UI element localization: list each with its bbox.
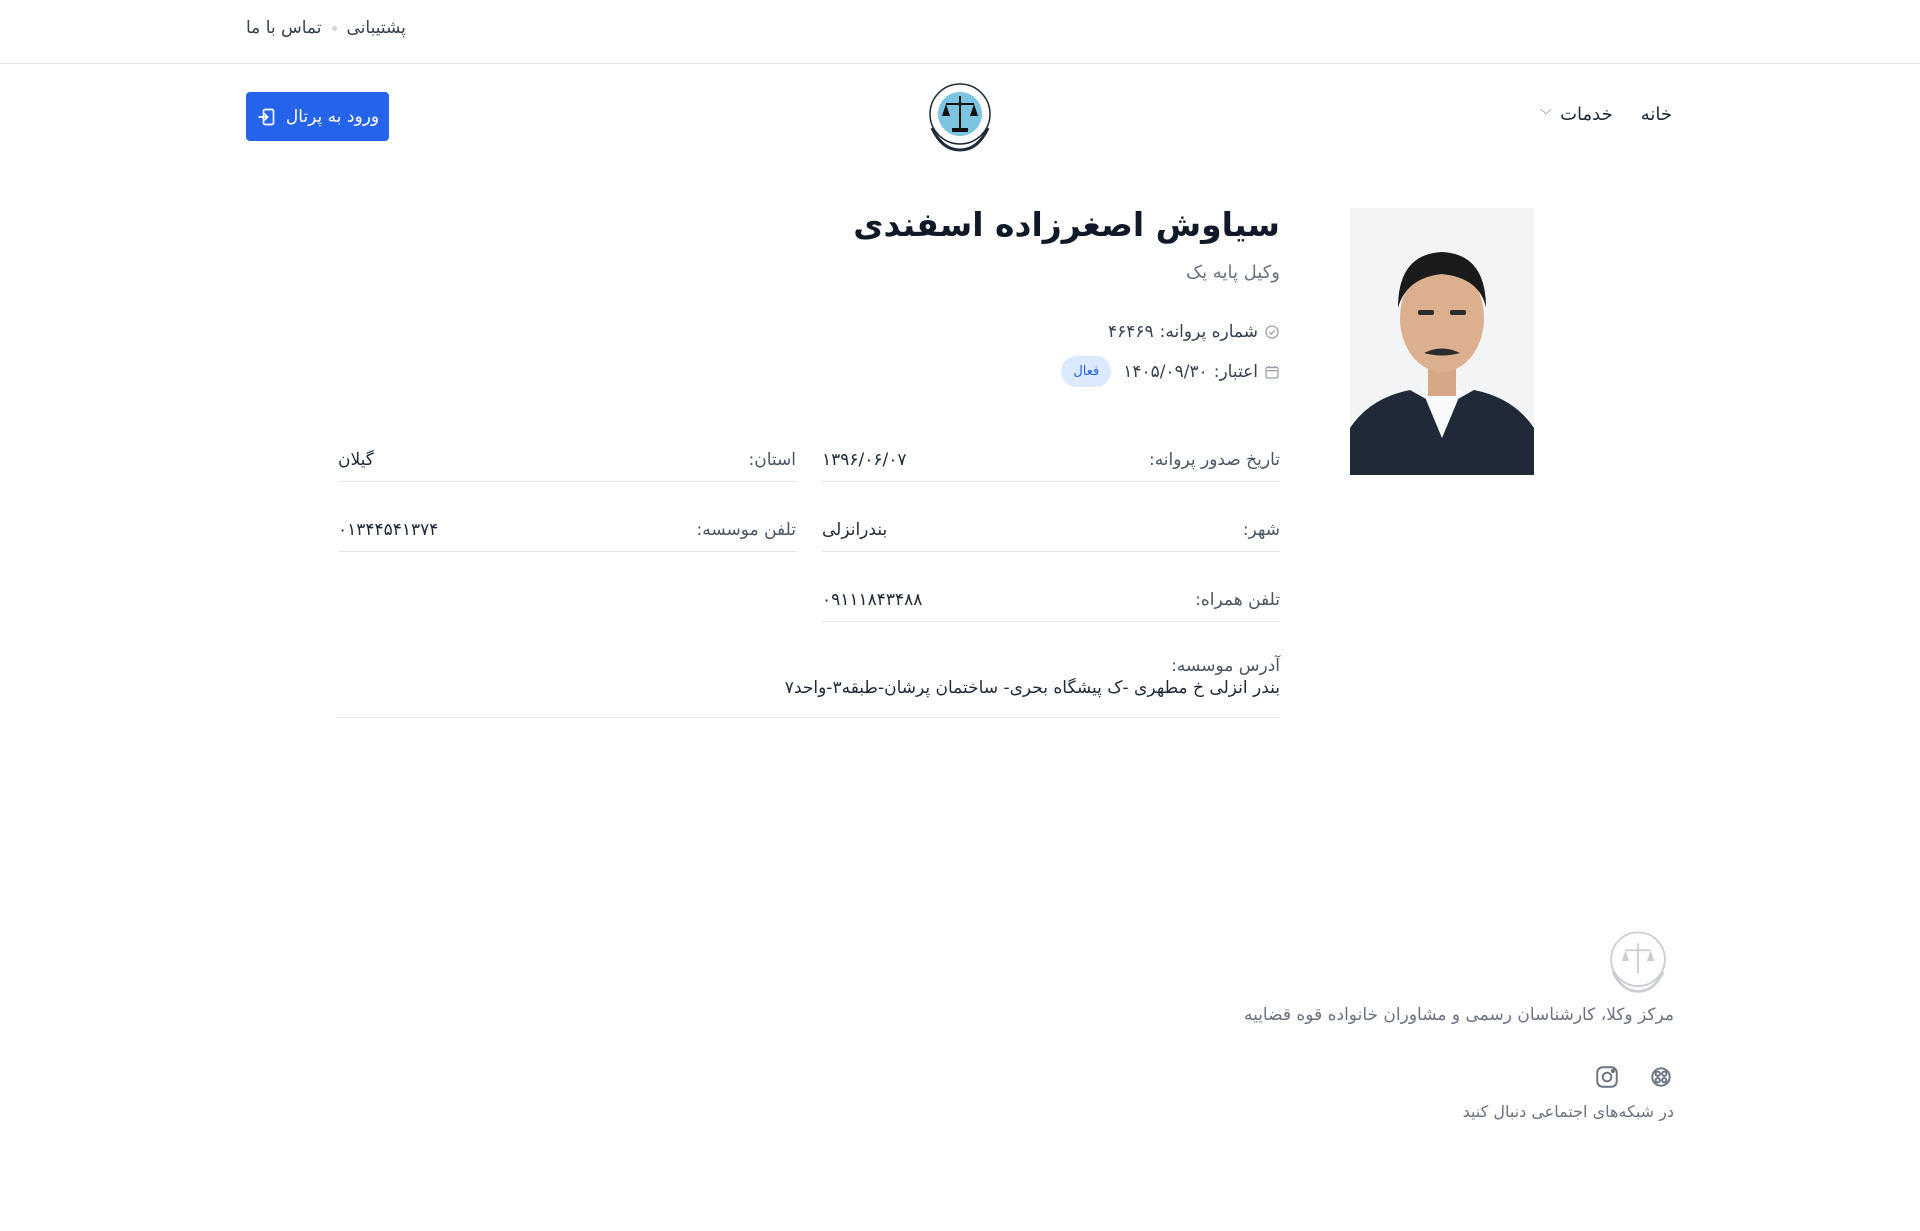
site-header bbox=[0, 64, 1920, 168]
portal-login-button[interactable] bbox=[246, 92, 389, 141]
province-value: گیلان bbox=[338, 449, 374, 470]
footer-org-name: مرکز وکلا، کارشناسان رسمی و مشاوران خانواده قوه قضاییه bbox=[1243, 1005, 1674, 1025]
chevron-down-icon: ﹀ bbox=[1540, 108, 1553, 122]
mobile-label: تلفن همراه: bbox=[1195, 589, 1280, 610]
office-phone-field bbox=[338, 508, 796, 552]
license-label: شماره پروانه: bbox=[1159, 322, 1258, 342]
lawyer-name: سیاوش اصغرزاده اسفندی bbox=[853, 205, 1280, 244]
address-value: بندر انزلی خ مطهری -ک پیشگاه بحری- ساختمان پرشان-طبقه۳-واحد۷ bbox=[784, 678, 1280, 698]
issue-date-value: ۱۳۹۶/۰۶/۰۷ bbox=[822, 449, 907, 470]
aparat-icon[interactable] bbox=[1648, 1064, 1674, 1090]
validity-label: اعتبار: bbox=[1213, 361, 1258, 382]
support-link[interactable]: پشتیبانی bbox=[346, 18, 406, 38]
follow-text: در شبکه‌های اجتماعی دنبال کنید bbox=[1462, 1102, 1674, 1121]
lawyer-photo bbox=[1350, 208, 1534, 475]
issue-date-label: تاریخ صدور پروانه: bbox=[1148, 449, 1280, 470]
calendar-icon bbox=[1264, 364, 1280, 380]
city-label: شهر: bbox=[1242, 519, 1280, 540]
province-field bbox=[338, 438, 796, 482]
issue-date-field bbox=[822, 438, 1280, 482]
city-field bbox=[822, 508, 1280, 552]
sign-in-icon bbox=[256, 107, 276, 127]
check-circle-icon bbox=[1264, 324, 1280, 340]
portrait-image bbox=[1350, 208, 1534, 475]
mobile-value[interactable]: ۰۹۱۱۱۸۴۳۴۸۸ bbox=[822, 589, 923, 610]
license-info bbox=[1108, 322, 1280, 342]
top-bar bbox=[0, 0, 1920, 64]
address-label: آدرس موسسه: bbox=[1171, 656, 1280, 676]
social-links bbox=[1594, 1064, 1674, 1090]
mobile-field bbox=[822, 578, 1280, 622]
portal-login-label: ورود به پرتال bbox=[285, 106, 380, 127]
city-value: بندرانزلی bbox=[822, 519, 888, 540]
nav-home[interactable]: خانه bbox=[1640, 104, 1672, 125]
instagram-icon[interactable] bbox=[1594, 1064, 1620, 1090]
validity-info bbox=[1061, 356, 1280, 387]
address-field bbox=[336, 656, 1280, 718]
license-number: ۴۶۴۶۹ bbox=[1107, 322, 1154, 342]
lawyer-title: وکیل پایه یک bbox=[1185, 262, 1280, 283]
nav-services-label: خدمات bbox=[1560, 104, 1613, 125]
separator-dot bbox=[332, 26, 337, 31]
office-phone-label: تلفن موسسه: bbox=[696, 519, 796, 540]
status-badge: فعال bbox=[1061, 356, 1111, 387]
province-label: استان: bbox=[748, 449, 796, 470]
footer-logo bbox=[1604, 927, 1672, 995]
nav-services[interactable] bbox=[1540, 104, 1613, 125]
contact-link[interactable]: تماس با ما bbox=[246, 18, 322, 38]
validity-date: ۱۴۰۵/۰۹/۳۰ bbox=[1123, 361, 1208, 382]
main-nav bbox=[1540, 104, 1672, 125]
top-links bbox=[246, 18, 406, 38]
judiciary-logo[interactable] bbox=[922, 78, 998, 154]
office-phone-value[interactable]: ۰۱۳۴۴۵۴۱۳۷۴ bbox=[338, 519, 439, 540]
